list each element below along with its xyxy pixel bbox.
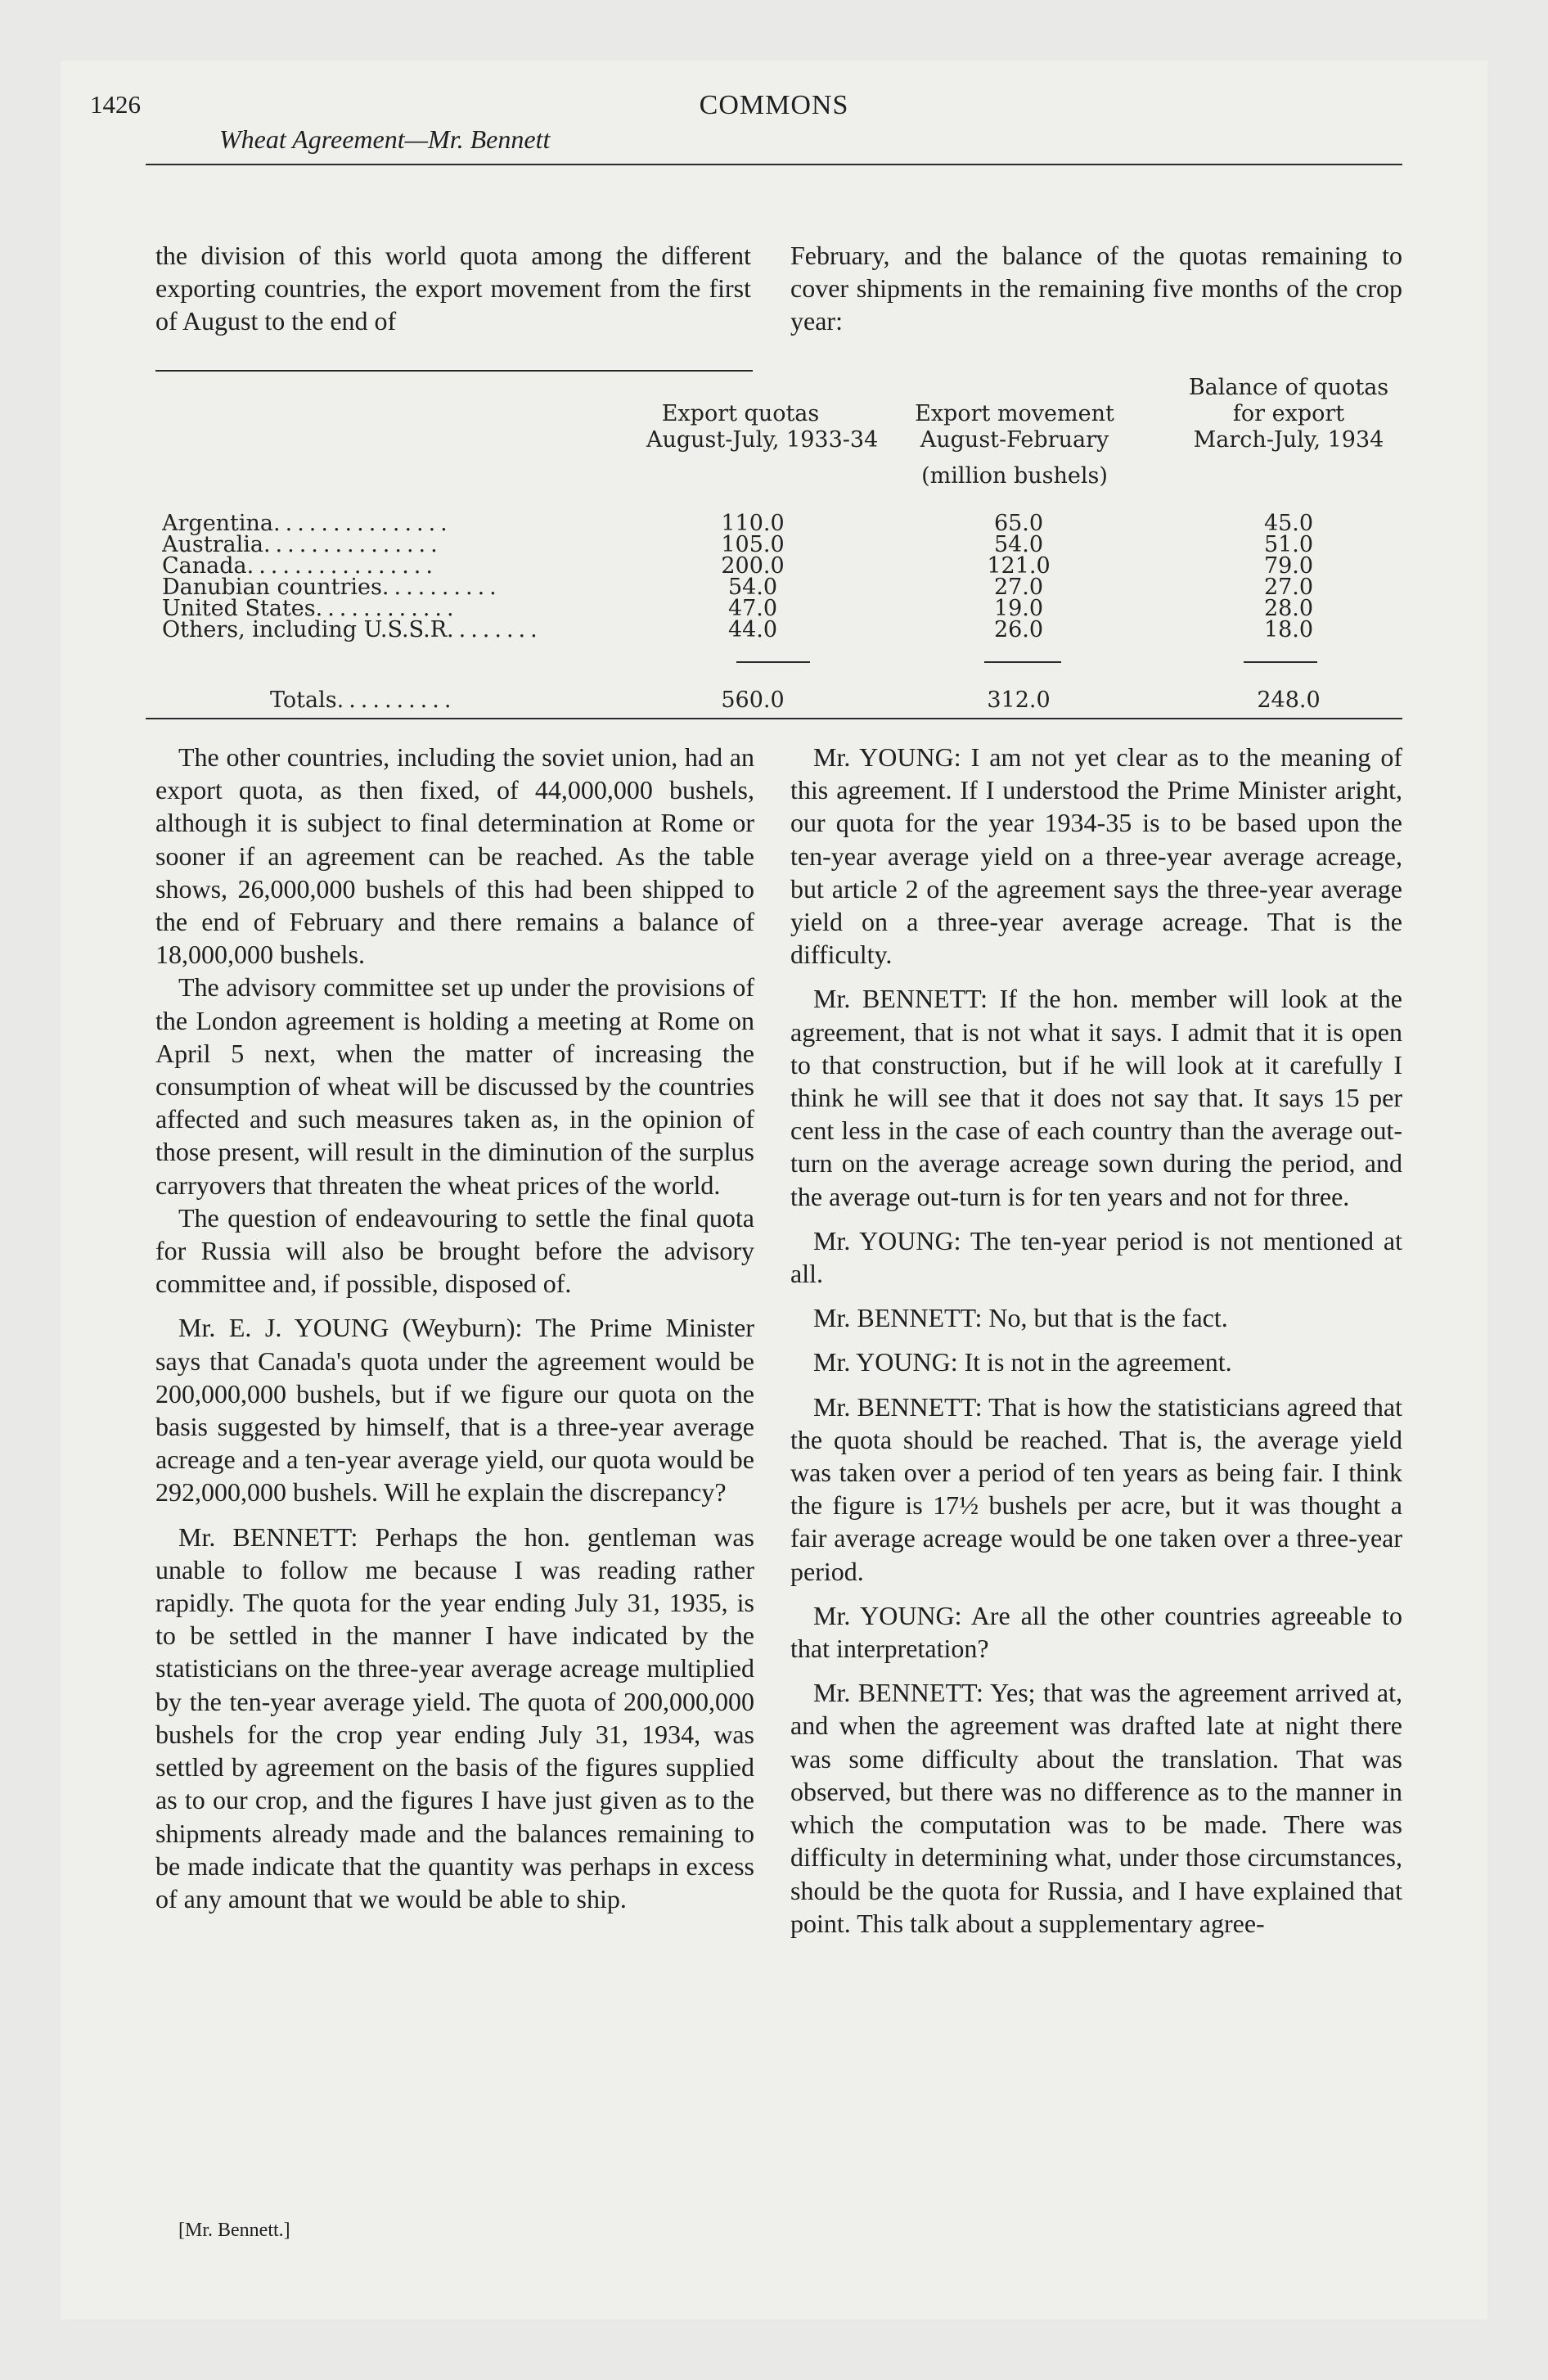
country-name: Canada — [162, 553, 247, 579]
balance-value: 45.0 — [1263, 511, 1314, 536]
quota-value: 110.0 — [721, 511, 785, 536]
speech-paragraph: Mr. BENNETT: No, but that is the fact. — [813, 1303, 1228, 1333]
country-name: Argentina — [162, 511, 274, 536]
col-quota-header-line2: August-July, 1933-34 — [646, 427, 879, 453]
speech-paragraph: Mr. YOUNG: I am not yet clear as to the meaning of this agreement. If I understood the Prime Minister aright, our quota for the year 1934-35 is to be based upon the ten-year average yield on a three-year average acreage, but article 2 of the agreement says the three-year average yield on a three-year average acreage. That is the difficulty. — [790, 742, 1402, 970]
paragraph: The other countries, including the soviet union, had an export quota, as then fixed, of 44,000,000 bushels, although it is subject to final determination at Rome or sooner if an agreement can be reached. As the table shows, 26,000,000 bushels of this had been shipped to the end of February and there remains a balance of 18,000,000 bushels. — [155, 742, 754, 970]
intro-left-text: the division of this world quota among the different exporting countries, the export movement from the first of August to the end of — [155, 241, 751, 336]
balance-value: 18.0 — [1263, 617, 1314, 642]
speech-paragraph: Mr. BENNETT: Perhaps the hon. gentleman was unable to follow me because I was reading rather rapidly. The quota for the year ending July 31, 1935, is to be settled in the manner I have indicated by the statisticians on the three-year average acreage multiplied by the ten-year average yield. The quota of 200,000,000 bushels for the crop year ending July 31, 1934, was settled by agreement on the basis of the figures supplied as to our crop, and the figures I have just given as to the shipments already made and the balances remaining to be made indicate that the quantity was perhaps in excess of any amount that we would be able to ship. — [155, 1521, 754, 1913]
running-header: Wheat Agreement—Mr. Bennett — [219, 124, 551, 154]
intro-left — [155, 239, 751, 338]
leader-dots: ........ — [447, 617, 542, 642]
page-title: COMMONS — [699, 90, 849, 120]
header-rule — [146, 164, 1402, 165]
speech-paragraph: Mr. BENNETT: Yes; that was the agreement arrived at, and when the agreement was drafted late at night there was some difficulty about the translation. That was observed, but there was no difference as to the manner in which the computation was to be made. There was difficulty in determining what, under those circumstances, should be the quota for Russia, and I have explained that point. This talk about a supplementary agree- — [790, 1678, 1402, 1938]
right-column — [790, 741, 1402, 1940]
leader-dots: ............... — [263, 532, 443, 557]
total-movement-value: 312.0 — [987, 687, 1051, 713]
col-movement-header — [908, 401, 1121, 453]
table-top-rule — [155, 370, 753, 372]
total-quota-value: 560.0 — [721, 687, 785, 713]
totals-row-label — [270, 687, 655, 714]
movement-value: 26.0 — [993, 617, 1044, 642]
quota-value: 54.0 — [727, 575, 778, 600]
balance-value: 51.0 — [1263, 532, 1314, 557]
balance-value: 79.0 — [1263, 553, 1314, 579]
speech-paragraph: Mr. BENNETT: If the hon. member will look at the agreement, that is not what it says. I admit that it is open to that construction, but if he will look at it carefully I think he will see that it does not say that. It says 15 per cent less in the case of each country than the average out-turn on the average acreage sown during the period, and the average out-turn is for ten years and not for three. — [790, 984, 1402, 1211]
speaker-footer: [Mr. Bennett.] — [178, 2220, 290, 2241]
country-name: Australia — [162, 532, 263, 557]
left-column — [155, 741, 754, 1915]
speech-paragraph: Mr. YOUNG: Are all the other countries agreeable to that interpretation? — [790, 1600, 1402, 1664]
intro-right-text: February, and the balance of the quotas remaining to cover shipments in the remaining five months of the crop year: — [790, 241, 1402, 336]
country-name: United States — [162, 596, 316, 621]
speech-paragraph: Mr. YOUNG: The ten-year period is not mentioned at all. — [790, 1225, 1402, 1289]
totals-label: Totals — [270, 687, 337, 713]
leader-dots: .......... — [336, 687, 457, 713]
paragraph: The advisory committee set up under the provisions of the London agreement is holding a meeting at Rome on April 5 next, when the matter of increasing the consumption of wheat will be discussed by the countries affected and such measures taken as, in the opinion of those present, will result in the diminution of the surplus carryovers that threaten the wheat prices of the world. — [155, 972, 754, 1200]
col-movement-header-line1: Export movement — [915, 401, 1114, 426]
col-movement-header-line2: August-February — [920, 427, 1109, 453]
col-balance-header-line2: for export — [1232, 401, 1345, 426]
leader-dots: .......... — [381, 575, 502, 600]
intro-right — [790, 239, 1402, 338]
movement-value: 121.0 — [987, 553, 1051, 579]
movement-value: 27.0 — [993, 575, 1044, 600]
speech-paragraph: Mr. YOUNG: It is not in the agreement. — [813, 1347, 1232, 1377]
leader-dots: ................ — [246, 553, 438, 579]
movement-value: 65.0 — [993, 511, 1044, 536]
sum-rule-balance — [1244, 661, 1317, 663]
col-quota-header-line1: Export quotas — [661, 401, 820, 426]
page-number: 1426 — [90, 90, 141, 119]
country-name: Others, including U.S.S.R — [162, 617, 448, 642]
balance-value: 28.0 — [1263, 596, 1314, 621]
quota-value: 47.0 — [727, 596, 778, 621]
leader-dots: ............ — [315, 596, 459, 621]
col-balance-header — [1166, 375, 1411, 453]
sum-rule-movement — [984, 661, 1061, 663]
table-bottom-rule — [146, 718, 1402, 719]
quota-value: 105.0 — [721, 532, 785, 557]
sum-rule-quota — [736, 661, 810, 663]
movement-value: 54.0 — [993, 532, 1044, 557]
col-balance-header-line1: Balance of quotas — [1188, 375, 1389, 400]
balance-value: 27.0 — [1263, 575, 1314, 600]
col-quota-header — [646, 401, 879, 453]
total-balance-value: 248.0 — [1257, 687, 1321, 713]
col-balance-header-line3: March-July, 1934 — [1193, 427, 1384, 453]
country-name: Danubian countries — [162, 575, 382, 600]
table-row-label — [162, 616, 653, 644]
quota-value: 200.0 — [721, 553, 785, 579]
movement-value: 19.0 — [993, 596, 1044, 621]
leader-dots: ............... — [273, 511, 452, 536]
paragraph: The question of endeavouring to settle the final quota for Russia will also be brought before the advisory committee and, if possible, disposed of. — [155, 1202, 754, 1299]
speech-paragraph: Mr. BENNETT: That is how the statisticians agreed that the quota should be reached. That is, the average yield was taken over a period of ten years as being fair. I think the figure is 17½ bushels per acre, but it was thought a fair average acreage would be one taken over a three-year period. — [790, 1391, 1402, 1586]
quota-value: 44.0 — [727, 617, 778, 642]
unit-label: (million bushels) — [921, 463, 1108, 489]
speech-paragraph: Mr. E. J. YOUNG (Weyburn): The Prime Minister says that Canada's quota under the agreement would be 200,000,000 bushels, but if we figure our quota on the basis suggested by himself, that is a three-year average acreage and a ten-year average yield, our quota would be 292,000,000 bushels. Will he explain the discrepancy? — [155, 1313, 754, 1508]
